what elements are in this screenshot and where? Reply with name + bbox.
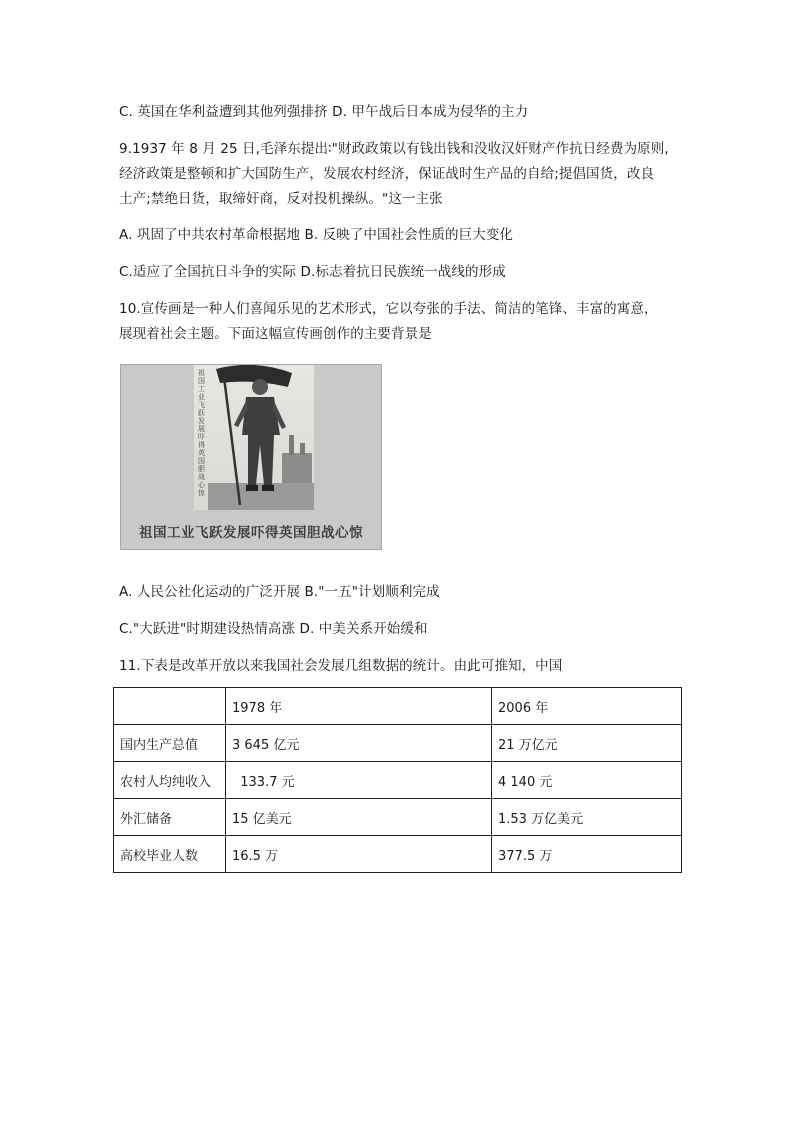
- q8-options-cd: C. 英国在华利益遭到其他列强排挤 D. 甲午战后日本成为侵华的主力: [119, 104, 529, 120]
- table-header-cell: 1978 年: [226, 688, 492, 725]
- q10-stem-line2: 展现着社会主题。下面这幅宣传画创作的主要背景是: [119, 326, 432, 342]
- table-cell: 农村人均纯收入: [114, 762, 226, 799]
- table-cell: 国内生产总值: [114, 725, 226, 762]
- poster-caption: 祖国工业飞跃发展吓得英国胆战心惊: [139, 525, 363, 541]
- q10-options-ab: A. 人民公社化运动的广泛开展 B."一五"计划顺利完成: [119, 584, 440, 600]
- table-row: [114, 725, 682, 762]
- poster-vertical-text: 祖国工业飞跃发展吓得英国胆战心惊: [198, 369, 205, 497]
- q10-options-cd: C."大跃进"时期建设热情高涨 D. 中美关系开始缓和: [119, 621, 428, 637]
- propaganda-poster-image: [120, 364, 382, 550]
- worker-figure-icon: [194, 365, 314, 510]
- q11-stem: 11.下表是改革开放以来我国社会发展几组数据的统计。由此可推知，中国: [119, 658, 563, 674]
- poster-artwork: [194, 365, 314, 510]
- statistics-table: [113, 687, 682, 873]
- q10-stem-line1: 10.宣传画是一种人们喜闻乐见的艺术形式，它以夸张的手法、简洁的笔锋、丰富的寓意，: [119, 301, 658, 317]
- table-row: [114, 762, 682, 799]
- q9-stem-line1: 9.1937 年 8 月 25 日,毛泽东提出∶"财政政策以有钱出钱和没收汉奸财产作抗日经费为原则,: [119, 141, 669, 157]
- table-header-row: [114, 688, 682, 725]
- table-cell: 377.5 万: [492, 836, 682, 873]
- table-cell: 1.53 万亿美元: [492, 799, 682, 836]
- table-cell: 外汇储备: [114, 799, 226, 836]
- table-header-cell: 2006 年: [492, 688, 682, 725]
- table-cell: 16.5 万: [226, 836, 492, 873]
- table-cell: 15 亿美元: [226, 799, 492, 836]
- table-cell: 133.7 元: [226, 762, 492, 799]
- table-row: [114, 836, 682, 873]
- q9-stem-line3: 土产;禁绝日货，取缔奸商，反对投机操纵。"这一主张: [119, 191, 443, 207]
- q9-stem-line2: 经济政策是整顿和扩大国防生产，发展农村经济，保证战时生产品的自给;提倡国货，改良: [119, 166, 655, 182]
- q9-options-cd: C.适应了全国抗日斗争的实际 D.标志着抗日民族统一战线的形成: [119, 264, 506, 280]
- table-cell: 3 645 亿元: [226, 725, 492, 762]
- table-cell: 21 万亿元: [492, 725, 682, 762]
- q9-options-ab: A. 巩固了中共农村革命根据地 B. 反映了中国社会性质的巨大变化: [119, 227, 514, 243]
- table-row: [114, 799, 682, 836]
- table-cell: 高校毕业人数: [114, 836, 226, 873]
- table-cell: 4 140 元: [492, 762, 682, 799]
- table-header-cell: [114, 688, 226, 725]
